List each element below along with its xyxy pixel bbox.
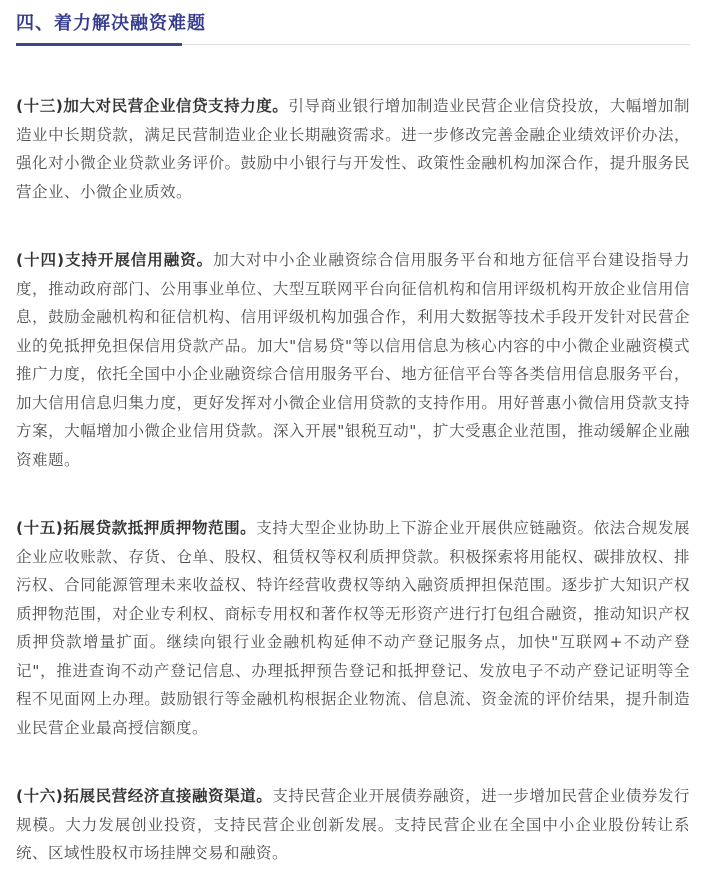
paragraph-lead: (十四)支持开展信用融资。 <box>16 251 214 269</box>
paragraph-item-14 <box>16 246 690 474</box>
paragraph-lead: (十三)加大对民营企业信贷支持力度。 <box>16 97 289 115</box>
paragraph-lead: (十六)拓展民营经济直接融资渠道。 <box>16 787 273 805</box>
paragraph-body: 支持民营企业开展债券融资，进一步增加民营企业债券发行规模。大力发展创业投资，支持民营企业创新发展。支持民营企业在全国中小企业股份转让系统、区域性股权市场挂牌交易和融资。 <box>16 787 690 862</box>
paragraph-body: 引导商业银行增加制造业民营企业信贷投放，大幅增加制造业中长期贷款，满足民营制造业企业长期融资需求。进一步修改完善金融企业绩效评价办法，强化对小微企业贷款业务评价。鼓励中小银行与开发性、政策性金融机构加深合作，提升服务民营企业、小微企业质效。 <box>16 97 690 201</box>
paragraph-item-15 <box>16 514 690 742</box>
paragraph-item-16 <box>16 782 690 868</box>
divider-accent-bar <box>16 43 182 46</box>
paragraph-body: 支持大型企业协助上下游企业开展供应链融资。依法合规发展企业应收账款、存货、仓单、股权、租赁权等权利质押贷款。积极探索将用能权、碳排放权、排污权、合同能源管理未来收益权、特许经营收费权等纳入融资质押担保范围。逐步扩大知识产权质押物范围，对企业专利权、商标专用权和著作权等无形资产进行打包组合融资，推动知识产权质押贷款增量扩面。继续向银行业金融机构延伸不动产登记服务点，加快"互联网+不动产登记"，推进查询不动产登记信息、办理抵押预告登记和抵押登记、发放电子不动产登记证明等全程不见面网上办理。鼓励银行等金融机构根据企业物流、信息流、资金流的评价结果，提升制造业民营企业最高授信额度。 <box>16 519 690 737</box>
section-header <box>16 13 690 46</box>
paragraph-item-13 <box>16 92 690 206</box>
section-title: 四、着力解决融资难题 <box>16 13 206 34</box>
paragraph-body: 加大对中小企业融资综合信用服务平台和地方征信平台建设指导力度，推动政府部门、公用事业单位、大型互联网平台向征信机构和信用评级机构开放企业信用信息，鼓励金融机构和征信机构、信用评级机构加强合作，利用大数据等技术手段开发针对民营企业的免抵押免担保信用贷款产品。加大"信易贷"等以信用信息为核心内容的中小微企业融资模式推广力度，依托全国中小企业融资综合信用服务平台、地方征信平台等各类信用信息服务平台，加大信用信息归集力度，更好发挥对小微企业信用贷款的支持作用。用好普惠小微信用贷款支持方案，大幅增加小微企业信用贷款。深入开展"银税互动"，扩大受惠企业范围，推动缓解企业融资难题。 <box>16 251 690 469</box>
paragraph-lead: (十五)拓展贷款抵押质押物范围。 <box>16 519 257 537</box>
document-body <box>16 92 690 868</box>
divider-rule <box>182 44 690 45</box>
section-divider <box>16 42 690 46</box>
